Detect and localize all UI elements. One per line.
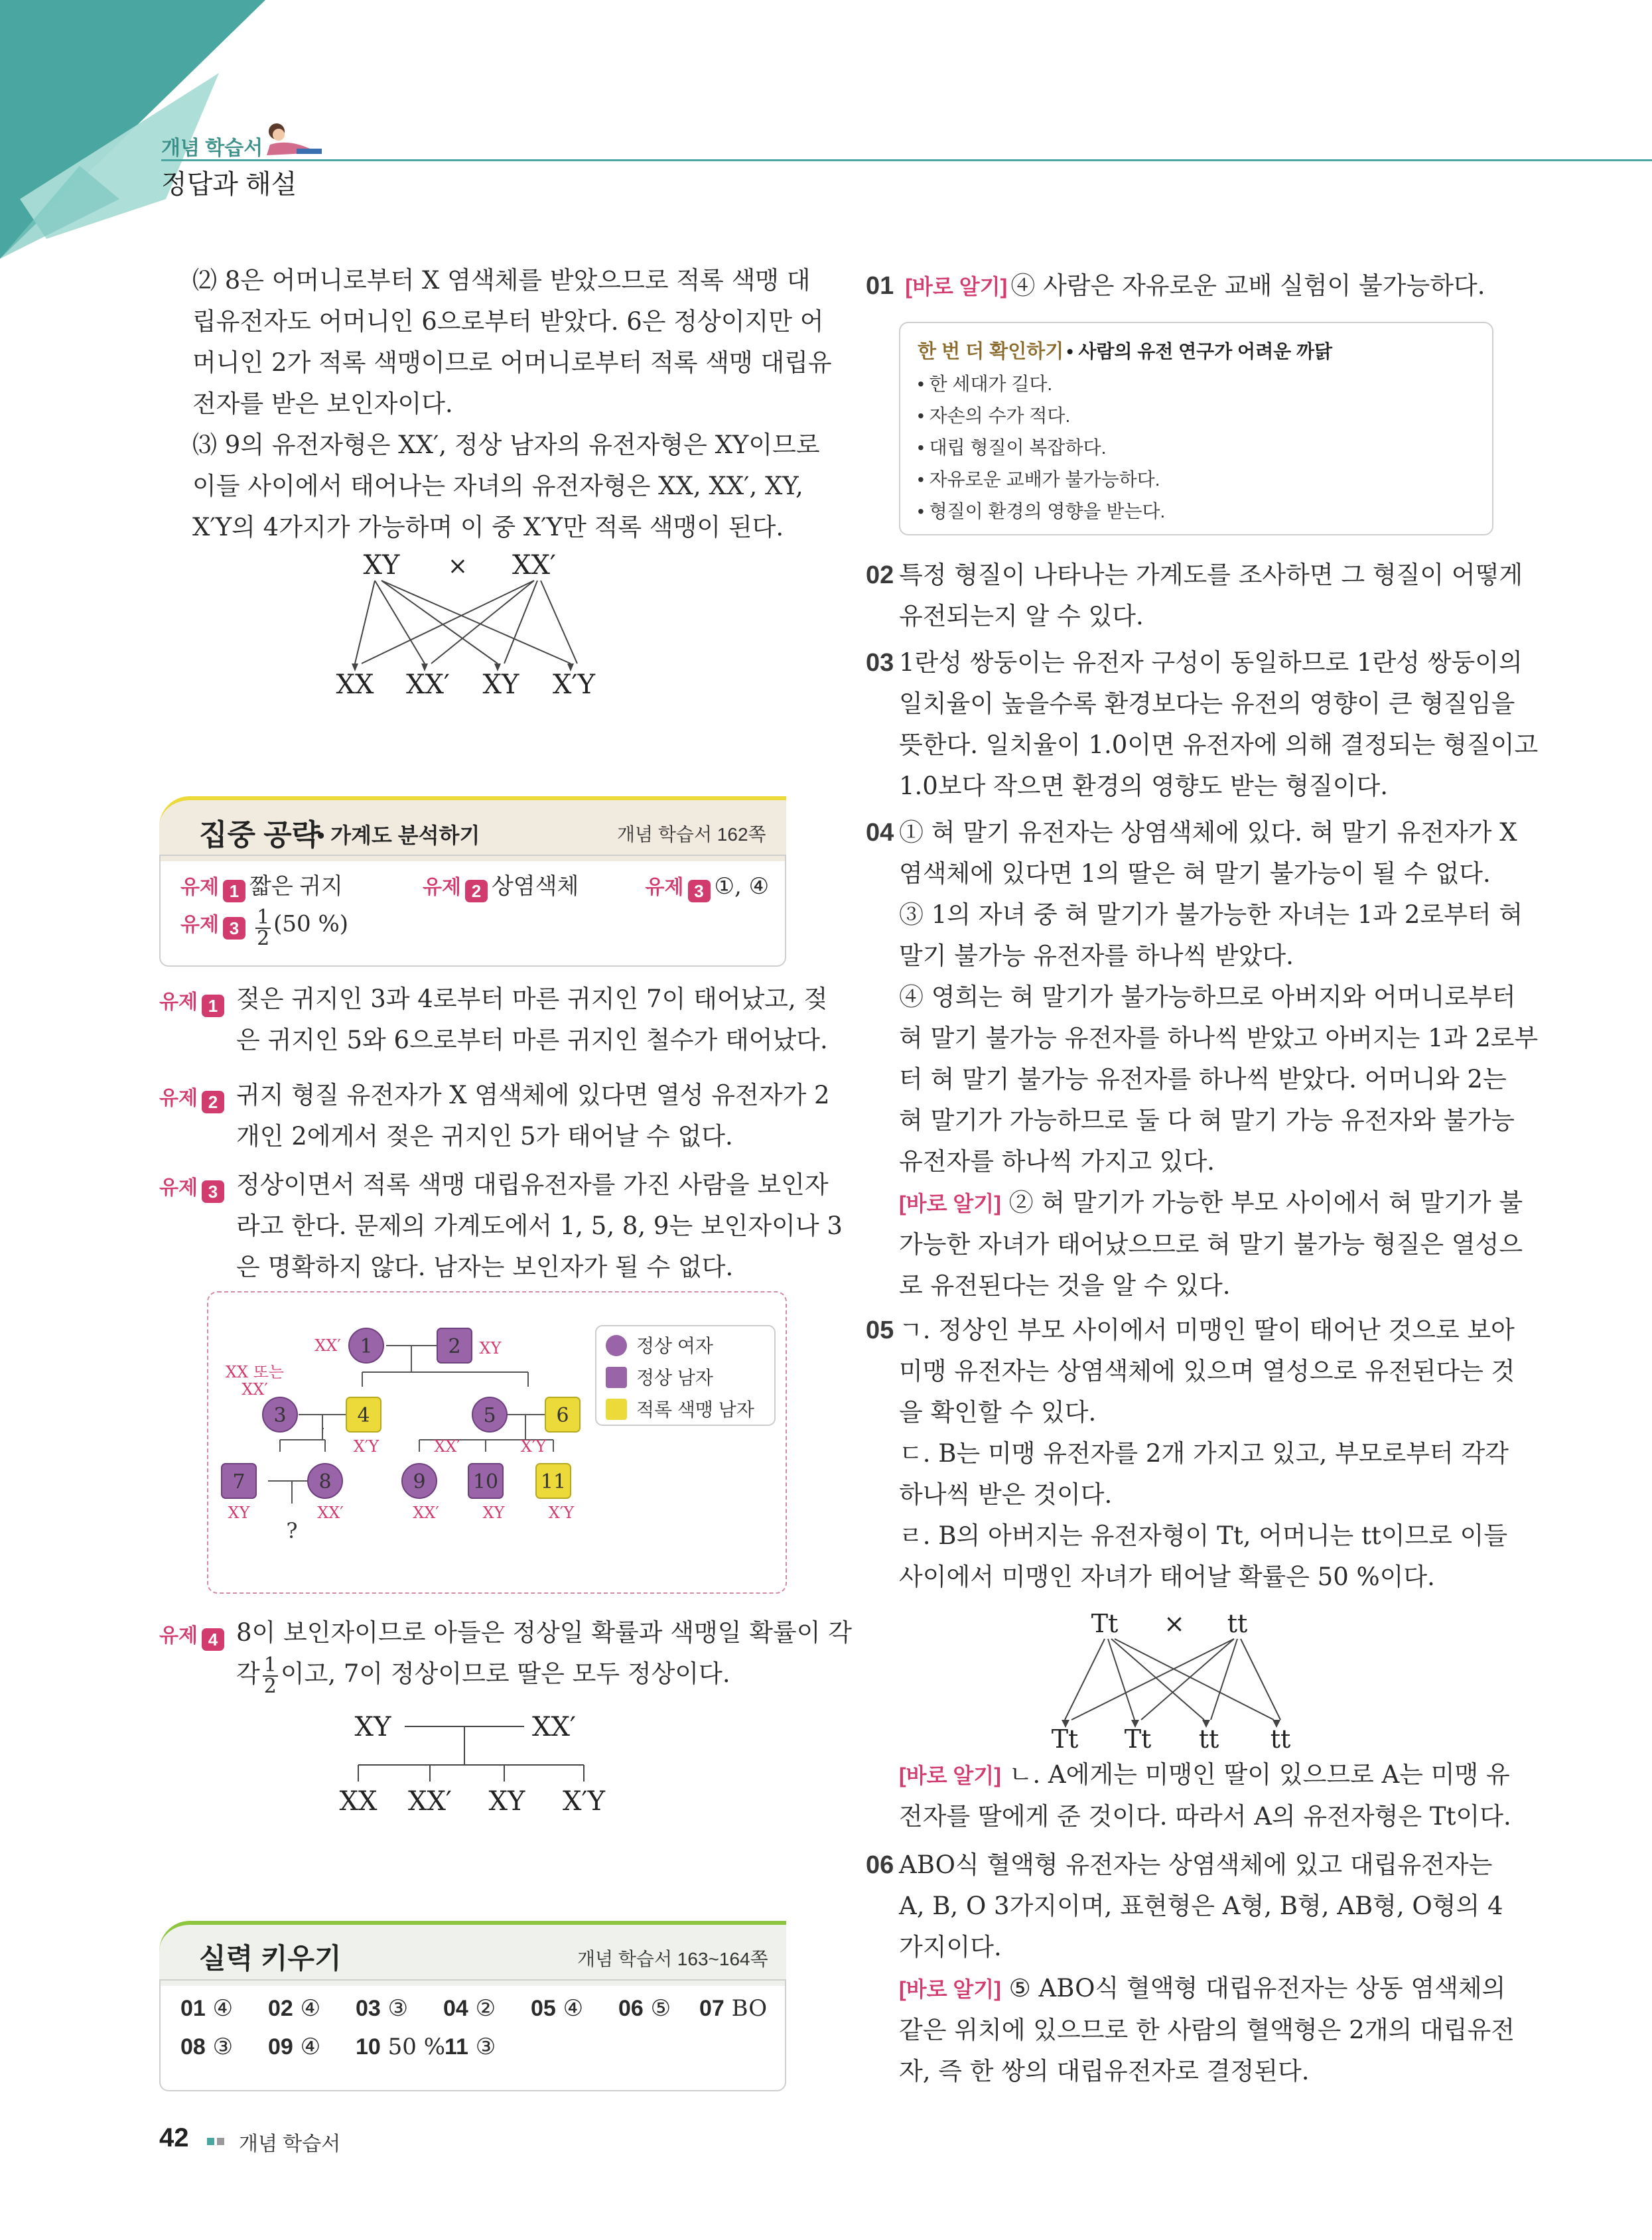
text-line: 은 귀지인 5와 6으로부터 마른 귀지인 철수가 태어났다. — [236, 1026, 828, 1054]
check-subtitle: • 사람의 유전 연구가 어려운 까닭 — [1066, 341, 1333, 362]
answer: ⑤ — [650, 1995, 671, 2022]
text-fragment: ② 혀 말기가 가능한 부모 사이에서 혀 말기가 불 — [1008, 1188, 1523, 1217]
question-number: 01 — [866, 272, 894, 300]
intro-paragraph — [192, 260, 832, 548]
cross-child: XY — [482, 669, 519, 697]
practice-section — [159, 1921, 786, 2090]
header-title: 정답과 해설 — [161, 170, 297, 199]
correction-tag: [바로 알기] — [905, 275, 1008, 299]
yuje-badge: 1 — [202, 995, 224, 1017]
answer: ② — [475, 1995, 496, 2022]
question-number: 09 — [268, 2034, 293, 2060]
text-line: 립유전자도 어머니인 6으로부터 받았다. 6은 정상이지만 어 — [192, 307, 824, 336]
focus-answer-percent: (50 %) — [273, 910, 349, 938]
text-line: ABO식 혈액형 유전자는 상염색체에 있고 대립유전자는 — [899, 1851, 1493, 1879]
text-line: X′Y의 4가지가 가능하며 이 중 X′Y만 적록 색맹이 된다. — [192, 513, 784, 541]
legend-label: 정상 남자 — [636, 1367, 713, 1388]
text-line: 같은 위치에 있으므로 한 사람의 혈액형은 2개의 대립유전 — [899, 2016, 1515, 2044]
answer: ④ — [563, 1995, 584, 2022]
focus-answer: 짧은 귀지 — [249, 874, 343, 899]
yuje-label: 유제 — [159, 1177, 198, 1199]
focus-answer-row — [180, 868, 769, 902]
text-line: ⑵ 8은 어머니로부터 X 염색체를 받았으므로 적록 색맹 대 — [192, 266, 811, 295]
yuje-label: 유제 — [180, 876, 219, 898]
question-number: 01 — [180, 1996, 206, 2021]
question-number: 05 — [866, 1316, 894, 1344]
cross-diagram-tt — [1035, 1606, 1327, 1752]
cross-child: X′Y — [563, 1786, 605, 1817]
pedigree-number: 6 — [556, 1404, 569, 1427]
legend-label: 적록 색맹 남자 — [636, 1399, 754, 1420]
text-line: 혀 말기가 가능하므로 둘 다 혀 말기 가능 유전자와 불가능 — [899, 1106, 1515, 1135]
yuje-label: 유제 — [159, 1625, 198, 1647]
text-fragment: 각 — [236, 1659, 260, 1688]
text-line: ⑶ 9의 유전자형은 XX′, 정상 남자의 유전자형은 XY이므로 — [192, 431, 820, 459]
cross-parent-2: XX′ — [512, 550, 557, 581]
text-line: 을 확인할 수 있다. — [899, 1398, 1097, 1427]
focus-answer: ①, ④ — [714, 873, 770, 900]
focus-section — [159, 796, 786, 965]
cross-child: XX — [336, 669, 374, 697]
text-line: 전자를 딸에게 준 것이다. 따라서 A의 유전자형은 Tt이다. — [899, 1802, 1511, 1831]
check-item: • 자유로운 교배가 불가능하다. — [918, 469, 1160, 490]
cross-child: X′Y — [553, 669, 595, 697]
focus-title: 집중 공략 — [199, 819, 320, 851]
cross-diagram-branching — [318, 1705, 624, 1818]
footer-marker — [207, 2135, 224, 2148]
text-line: 뜻한다. 일치율이 1.0이면 유전자에 의해 결정되는 형질이고 — [899, 731, 1539, 759]
practice-answers-box — [159, 1979, 786, 2091]
pedigree-genotype: X′Y — [548, 1504, 575, 1522]
practice-section-header — [159, 1921, 786, 1986]
yuje-badge: 3 — [223, 917, 245, 940]
answer-01 — [866, 265, 1485, 301]
fraction-denominator: 2 — [257, 927, 270, 950]
text-line: 라고 한다. 문제의 가계도에서 1, 5, 8, 9는 보인자이나 3 — [236, 1212, 843, 1240]
question-number: 11 — [445, 2034, 468, 2060]
cross-parent-2: tt — [1227, 1609, 1248, 1638]
cross-child: Tt — [1124, 1724, 1152, 1752]
text-line: ㄱ. 정상인 부모 사이에서 미맹인 딸이 태어난 것으로 보아 — [899, 1316, 1515, 1344]
text-line: 은 명확하지 않다. 남자는 보인자가 될 수 없다. — [236, 1253, 734, 1281]
focus-section-header — [159, 796, 786, 861]
text-fragment: 이고, 7이 정상이므로 딸은 모두 정상이다. — [280, 1659, 730, 1688]
text-line: 이들 사이에서 태어나는 자녀의 유전자형은 XX, XX′, XY, — [192, 472, 803, 500]
text-line: 미맹 유전자는 상염색체에 있으며 열성으로 유전된다는 것 — [899, 1357, 1515, 1385]
text-line: 유전자를 하나씩 가지고 있다. — [899, 1147, 1215, 1176]
text-line: 사이에서 미맹인 자녀가 태어날 확률은 50 %이다. — [899, 1563, 1435, 1591]
text-line: 개인 2에게서 젖은 귀지인 5가 태어날 수 없다. — [236, 1122, 733, 1151]
answer: 50 % — [387, 2034, 446, 2060]
text-line: 일치율이 높을수록 환경보다는 유전의 영향이 큰 형질임을 — [899, 689, 1515, 718]
pedigree-genotype: XX′ — [314, 1336, 341, 1355]
text-line: 유전되는지 알 수 있다. — [899, 602, 1144, 630]
answer: ④ — [212, 1995, 234, 2022]
pedigree-number: 10 — [472, 1470, 499, 1494]
question-number: 03 — [866, 649, 894, 677]
answer-05-correction — [899, 1754, 1511, 1837]
text-line: 1.0보다 작으면 환경의 영향도 받는 형질이다. — [899, 772, 1389, 800]
cross-symbol: × — [447, 553, 468, 580]
text-line: 염색체에 있다면 1의 딸은 혀 말기 불가능이 될 수 없다. — [899, 859, 1491, 888]
text-line — [236, 1653, 852, 1701]
cross-child: XX — [339, 1786, 378, 1817]
answer: ③ — [387, 1995, 409, 2022]
question-number: 06 — [618, 1996, 644, 2021]
focus-subtitle: • 가계도 분석하기 — [317, 823, 480, 847]
practice-reference: 개념 학습서 163~164쪽 — [577, 1949, 768, 1969]
text-line: 젖은 귀지인 3과 4로부터 마른 귀지인 7이 태어났고, 젖 — [236, 985, 828, 1013]
pedigree-number: 2 — [448, 1335, 461, 1358]
pedigree-number: 11 — [540, 1470, 567, 1494]
answer-text: ④ 사람은 자유로운 교배 실험이 불가능하다. — [1010, 271, 1485, 300]
pedigree-chart — [208, 1293, 786, 1592]
yuje-label: 유제 — [180, 914, 219, 936]
pedigree-genotype: XX 또는 — [225, 1363, 285, 1381]
yuje-label: 유제 — [422, 876, 461, 898]
text-line: 1란성 쌍둥이는 유전자 구성이 동일하므로 1란성 쌍둥이의 — [899, 648, 1523, 677]
text-line: 로 유전된다는 것을 알 수 있다. — [899, 1271, 1231, 1300]
answer: ④ — [300, 2034, 321, 2060]
header-series: 개념 학습서 — [161, 137, 263, 159]
pedigree-genotype: XY — [482, 1504, 505, 1522]
text-line: 가능한 자녀가 태어났으므로 혀 말기 불가능 형질은 열성으 — [899, 1230, 1523, 1259]
question-number: 02 — [268, 1996, 293, 2021]
pedigree-number: 3 — [273, 1404, 287, 1427]
legend-normal-female-icon — [606, 1335, 627, 1356]
question-number: 04 — [866, 819, 894, 847]
answer: ③ — [475, 2034, 496, 2060]
legend-normal-male-icon — [606, 1367, 627, 1388]
correction-tag: [바로 알기] — [899, 1764, 1001, 1787]
student-illustration — [260, 118, 326, 159]
yuje-badge: 3 — [688, 880, 711, 902]
check-item: • 대립 형질이 복잡하다. — [918, 437, 1107, 458]
pedigree-number: 1 — [360, 1335, 373, 1358]
fraction-numerator: 1 — [263, 1653, 277, 1677]
text-line: 혀 말기 불가능 유전자를 하나씩 받았고 아버지는 1과 2로부 — [899, 1024, 1539, 1052]
text-line: 특정 형질이 나타나는 가계도를 조사하면 그 형질이 어떻게 — [899, 561, 1523, 589]
text-line: 머니인 2가 적록 색맹이므로 어머니로부터 적록 색맹 대립유 — [192, 348, 832, 377]
yuje-label: 유제 — [159, 991, 198, 1013]
text-line: 자, 즉 한 쌍의 대립유전자로 결정된다. — [899, 2057, 1310, 2085]
practice-answer-row — [180, 2034, 496, 2060]
page-number: 42 — [159, 2123, 189, 2152]
yuje-badge: 1 — [223, 880, 245, 902]
pedigree-genotype: X′Y — [520, 1437, 547, 1456]
yuje-badge: 4 — [202, 1628, 224, 1651]
focus-answer: 상염색체 — [491, 874, 579, 899]
text-line: ④ 영희는 혀 말기가 불가능하므로 아버지와 어머니로부터 — [899, 983, 1516, 1011]
cross-child: tt — [1198, 1724, 1219, 1752]
text-line: ㄹ. B의 아버지는 유전자형이 Tt, 어머니는 tt이므로 이들 — [899, 1521, 1508, 1550]
fraction — [263, 1655, 278, 1697]
cross-parent-2: XX′ — [531, 1712, 577, 1742]
question-number: 10 — [356, 2034, 381, 2060]
text-line: 터 혀 말기 불가능 유전자를 하나씩 받았다. 어머니와 2는 — [899, 1065, 1507, 1093]
pedigree-number: 5 — [483, 1404, 496, 1427]
cross-symbol: × — [1164, 1609, 1185, 1638]
pedigree-genotype: XY — [479, 1339, 502, 1358]
pedigree-number: 4 — [357, 1404, 370, 1427]
question-number: 08 — [180, 2034, 206, 2060]
cross-parent-1: Tt — [1091, 1609, 1119, 1638]
cross-child: XX′ — [405, 669, 450, 697]
text-line: ③ 1의 자녀 중 혀 말기가 불가능한 자녀는 1과 2로부터 혀 — [899, 900, 1523, 929]
pedigree-genotype: XX′ — [413, 1504, 439, 1522]
check-item: • 형질이 환경의 영향을 받는다. — [918, 501, 1166, 522]
fraction — [255, 908, 271, 949]
text-line — [899, 1182, 1538, 1224]
check-item: • 한 세대가 길다. — [918, 374, 1053, 394]
answer: ③ — [212, 2034, 234, 2060]
pedigree-genotype: X′Y — [353, 1437, 379, 1456]
cross-child: Tt — [1051, 1724, 1079, 1752]
text-line: 8이 보인자이므로 아들은 정상일 확률과 색맹일 확률이 각 — [236, 1618, 852, 1647]
answer: ④ — [300, 1995, 321, 2022]
cross-child: XY — [488, 1786, 525, 1817]
yuje-badge: 2 — [465, 880, 488, 902]
cross-parent-1: XY — [354, 1712, 391, 1742]
question-number: 04 — [443, 1996, 468, 2021]
cross-child: XX′ — [407, 1786, 452, 1817]
fraction-denominator: 2 — [263, 1674, 277, 1698]
check-title: 한 번 더 확인하기 — [918, 341, 1064, 362]
correction-tag: [바로 알기] — [899, 1192, 1001, 1216]
pedigree-genotype: XX′ — [434, 1437, 460, 1456]
question-number: 07 — [699, 1996, 724, 2021]
text-line: ① 혀 말기 유전자는 상염색체에 있다. 혀 말기 유전자가 X — [899, 818, 1517, 847]
check-box — [899, 322, 1493, 535]
text-line: 가지이다. — [899, 1933, 1002, 1961]
text-fragment: ㄴ. A에게는 미맹인 딸이 있으므로 A는 미맹 유 — [1008, 1760, 1510, 1789]
legend-label: 정상 여자 — [636, 1336, 713, 1356]
text-line: 하나씩 받은 것이다. — [899, 1480, 1113, 1509]
correction-tag: [바로 알기] — [899, 1977, 1001, 2001]
practice-title: 실력 키우기 — [199, 1943, 342, 1974]
focus-answers-box — [159, 855, 786, 967]
yuje-label: 유제 — [645, 876, 684, 898]
legend-colorblind-male-icon — [606, 1399, 627, 1420]
header-rule — [161, 159, 1652, 161]
text-line: 정상이면서 적록 색맹 대립유전자를 가진 사람을 보인자 — [236, 1170, 829, 1199]
cross-child: tt — [1270, 1724, 1291, 1752]
fraction-numerator: 1 — [257, 906, 270, 929]
question-number: 03 — [356, 1996, 381, 2021]
pedigree-genotype: XX′ — [317, 1504, 344, 1522]
pedigree-genotype: XX′ — [241, 1380, 268, 1399]
text-line: 전자를 받은 보인자이다. — [192, 389, 453, 418]
pedigree-number: 8 — [318, 1470, 332, 1494]
text-line: 귀지 형질 유전자가 X 염색체에 있다면 열성 유전자가 2 — [236, 1081, 830, 1109]
answer: BO — [731, 1995, 768, 2022]
text-fragment: ⑤ ABO식 혈액형 대립유전자는 상동 염색체의 — [1008, 1974, 1506, 2002]
check-item: • 자손의 수가 적다. — [918, 405, 1071, 426]
yuje-badge: 3 — [202, 1180, 224, 1203]
yuje-label: 유제 — [159, 1087, 198, 1109]
pedigree-figure — [207, 1291, 787, 1594]
pedigree-number: 9 — [413, 1470, 426, 1494]
text-line — [899, 1968, 1515, 2010]
footer-label: 개념 학습서 — [239, 2133, 341, 2155]
question-number: 06 — [866, 1851, 894, 1879]
text-line: 말기 불가능 유전자를 하나씩 받았다. — [899, 942, 1294, 970]
focus-reference: 개념 학습서 162쪽 — [617, 824, 766, 845]
pedigree-number: 7 — [232, 1470, 245, 1494]
focus-answer-row — [180, 908, 348, 949]
text-line: A, B, O 3가지이며, 표현형은 A형, B형, AB형, O형의 4 — [899, 1892, 1503, 1920]
pedigree-unknown-child: ? — [286, 1518, 298, 1543]
pedigree-genotype: XY — [228, 1504, 250, 1522]
question-number: 05 — [531, 1996, 556, 2021]
cross-parent-1: XY — [363, 550, 400, 581]
text-line — [899, 1754, 1511, 1796]
yuje-badge: 2 — [202, 1091, 224, 1113]
question-number: 02 — [866, 561, 894, 589]
text-line: ㄷ. B는 미맹 유전자를 2개 가지고 있고, 부모로부터 각각 — [899, 1439, 1509, 1468]
cross-diagram-xy — [318, 544, 624, 697]
practice-answer-row — [180, 1995, 767, 2022]
